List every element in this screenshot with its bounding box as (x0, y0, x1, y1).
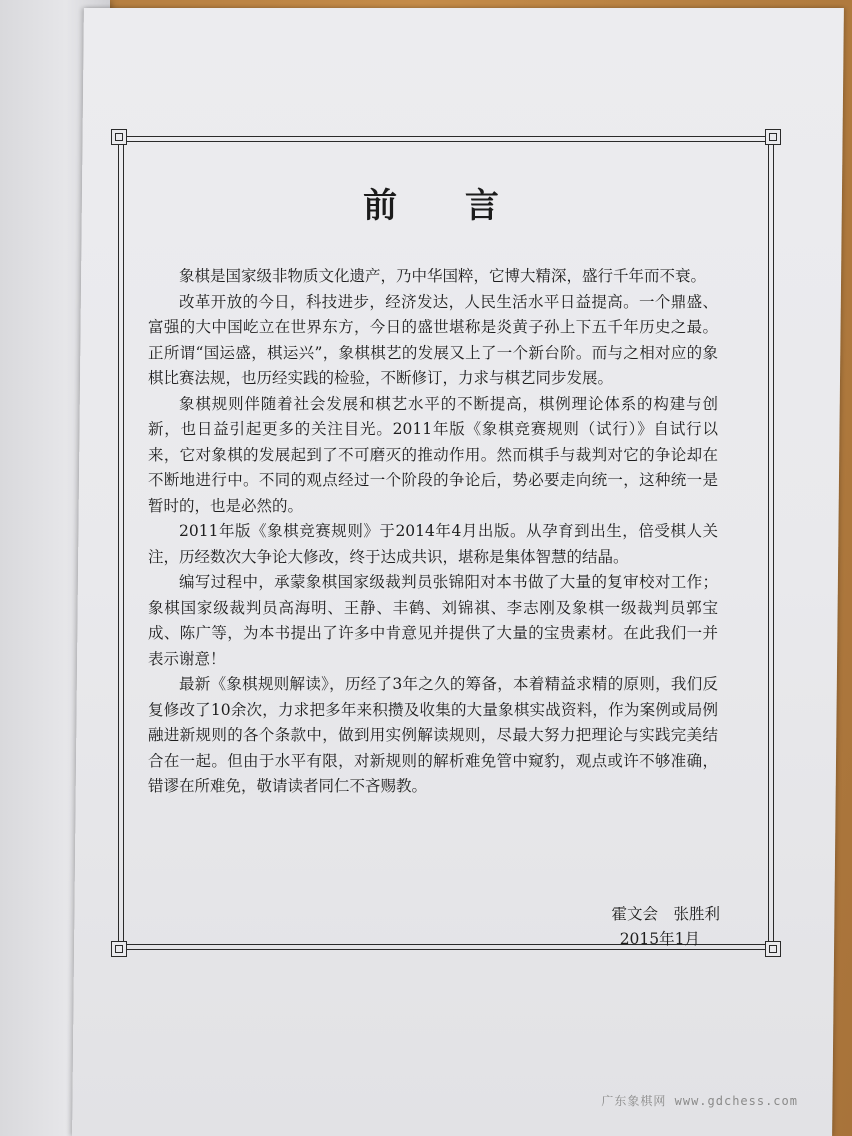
signature-block (611, 902, 720, 952)
watermark: 广东象棋网 www.gdchess.com (601, 1094, 798, 1108)
authors: 霍文会 张胜利 (611, 905, 720, 923)
corner-ornament (111, 941, 127, 957)
preface-body (148, 264, 718, 800)
paragraph: 编写过程中，承蒙象棋国家级裁判员张锦阳对本书做了大量的复审校对工作；象棋国家级裁判员高海明、王静、丰鹤、刘锦祺、李志刚及象棋一级裁判员郭宝成、陈广等，为本书提出了许多中肯意见并提供了大量的宝贵素材。在此我们一并表示谢意！ (148, 573, 718, 668)
corner-ornament (765, 129, 781, 145)
date: 2015年1月 (619, 930, 700, 948)
paragraph: 象棋是国家级非物质文化遗产，乃中华国粹，它博大精深，盛行千年而不衰。 (179, 267, 707, 285)
page-title: 前 言 (363, 186, 527, 226)
corner-ornament (111, 129, 127, 145)
paragraph: 最新《象棋规则解读》，历经了3年之久的筹备，本着精益求精的原则，我们反复修改了10余次，力求把多年来积攒及收集的大量象棋实战资料，作为案例或局例融进新规则的各个条款中，做到用实例解读规则，尽最大努力把理论与实践完美结合在一起。但由于水平有限，对新规则的解析难免管中窥豹，观点或许不够准确，错谬在所难免，敬请读者同仁不吝赐教。 (148, 675, 718, 795)
corner-ornament (765, 941, 781, 957)
paragraph: 改革开放的今日，科技进步，经济发达，人民生活水平日益提高。一个鼎盛、富强的大中国屹立在世界东方，今日的盛世堪称是炎黄子孙上下五千年历史之最。正所谓“国运盛，棋运兴”，象棋棋艺的发展又上了一个新台阶。而与之相对应的象棋比赛法规，也历经实践的检验，不断修订，力求与棋艺同步发展。 (148, 292, 718, 387)
paragraph: 象棋规则伴随着社会发展和棋艺水平的不断提高，棋例理论体系的构建与创新，也日益引起更多的关注目光。2011年版《象棋竞赛规则（试行）》自试行以来，它对象棋的发展起到了不可磨灭的推动作用。然而棋手与裁判对它的争论却在不断地进行中。不同的观点经过一个阶段的争论后，势必要走向统一，这种统一是暂时的，也是必然的。 (148, 394, 718, 515)
paragraph: 2011年版《象棋竞赛规则》于2014年4月出版。从孕育到出生，倍受棋人关注，历经数次大争论大修改，终于达成共识，堪称是集体智慧的结晶。 (148, 522, 718, 566)
